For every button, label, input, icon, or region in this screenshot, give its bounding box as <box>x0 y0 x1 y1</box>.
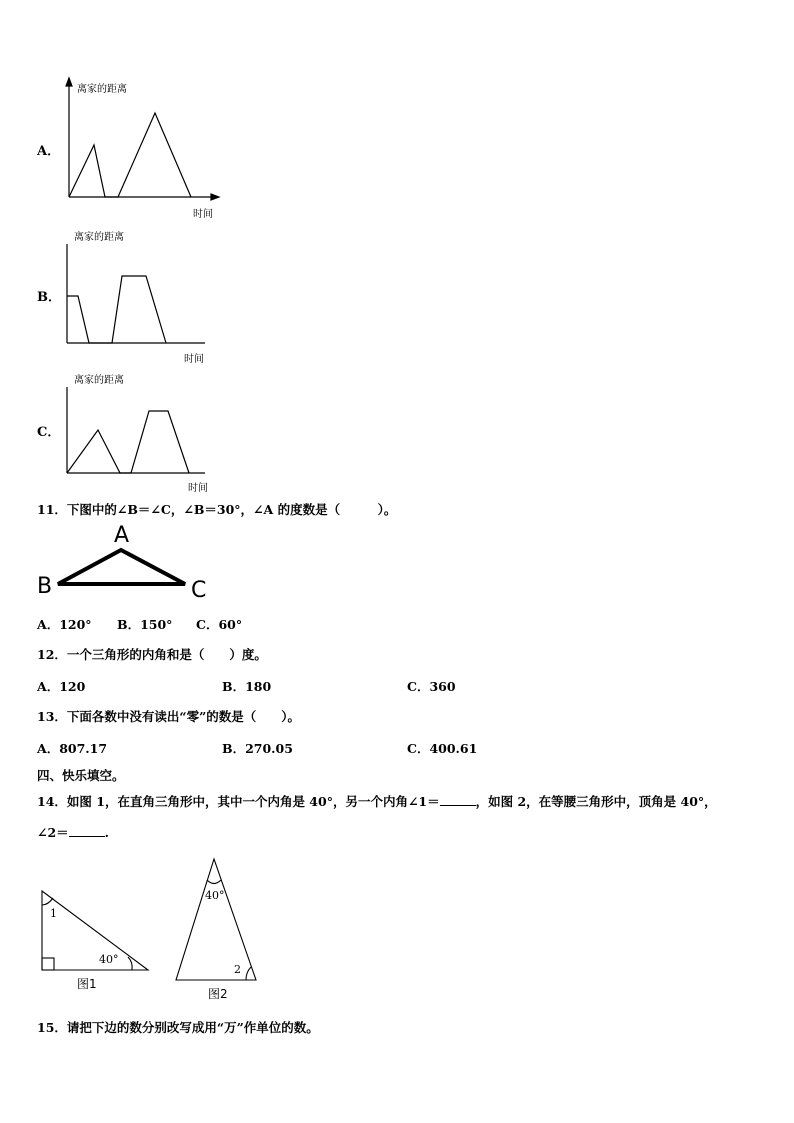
q12-option-a[interactable]: A．120 <box>37 679 86 694</box>
graph-c-line <box>67 411 189 473</box>
graph-b-line <box>67 276 166 343</box>
q11-label-b: B <box>37 574 53 599</box>
angle-40-arc <box>128 957 132 970</box>
graph-a-line <box>69 113 191 197</box>
q14-part4: . <box>104 825 110 840</box>
angle-1-arc <box>42 898 53 905</box>
q11-option-c[interactable]: C．60° <box>196 617 243 632</box>
q12-option-c[interactable]: C．360 <box>407 679 456 694</box>
option-b-letter: B． <box>37 290 61 305</box>
graph-a-x-arrow <box>211 194 219 200</box>
q14-fig1-angle: 40° <box>99 953 119 966</box>
q14-part2: ，如图 2，在等腰三角形中，顶角是 40°， <box>475 794 717 809</box>
q12-text: 12．一个三角形的内角和是（ ）度。 <box>37 647 267 662</box>
q11-label-c: C <box>191 578 207 603</box>
q13-text: 13．下面各数中没有读出“零”的数是（ ）。 <box>37 709 301 724</box>
graph-c-ylabel: 离家的距离 <box>74 375 124 386</box>
q11-text: 11．下图中的∠B＝∠C，∠B＝30°，∠A 的度数是（ ）。 <box>37 502 397 517</box>
graph-c-xlabel: 时间 <box>188 483 208 494</box>
q14-line2 <box>37 823 109 841</box>
q11-option-b[interactable]: B．150° <box>117 617 173 632</box>
option-c-letter: C． <box>37 425 61 440</box>
q12-option-b[interactable]: B．180 <box>222 679 272 694</box>
q14-fig2-caption: 图2 <box>208 987 228 1001</box>
angle-2-arc <box>246 967 251 980</box>
option-a-letter: A． <box>37 144 61 159</box>
section-4-title: 四、快乐填空。 <box>37 768 125 783</box>
q14-part1: 14．如图 1，在直角三角形中，其中一个内角是 40°，另一个内角∠1＝ <box>37 794 440 809</box>
graph-a-xlabel: 时间 <box>193 209 213 220</box>
graph-b-ylabel: 离家的距离 <box>74 232 124 243</box>
q11-label-a: A <box>114 523 130 548</box>
q15-text: 15．请把下边的数分别改写成用“万”作单位的数。 <box>37 1020 319 1035</box>
q13-option-a[interactable]: A．807.17 <box>37 741 108 756</box>
q14-fig2-mark: 2 <box>234 963 241 976</box>
q14-part3: ∠2＝ <box>37 825 69 840</box>
q14-blank-1[interactable] <box>440 793 476 806</box>
q14-fig1-mark: 1 <box>50 907 57 920</box>
right-angle-mark <box>42 958 54 970</box>
graph-a-y-arrow <box>66 78 72 86</box>
q13-option-c[interactable]: C．400.61 <box>407 741 478 756</box>
q11-option-a[interactable]: A．120° <box>37 617 92 632</box>
q14-fig1-caption: 图1 <box>77 977 97 991</box>
graph-b-xlabel: 时间 <box>184 354 204 365</box>
q14-line1 <box>37 792 717 810</box>
q14-fig2-angle: 40° <box>205 889 225 902</box>
q14-blank-2[interactable] <box>69 824 105 837</box>
apex-angle-arc <box>207 880 221 884</box>
graph-a-ylabel: 离家的距离 <box>77 84 127 95</box>
q13-option-b[interactable]: B．270.05 <box>222 741 293 756</box>
